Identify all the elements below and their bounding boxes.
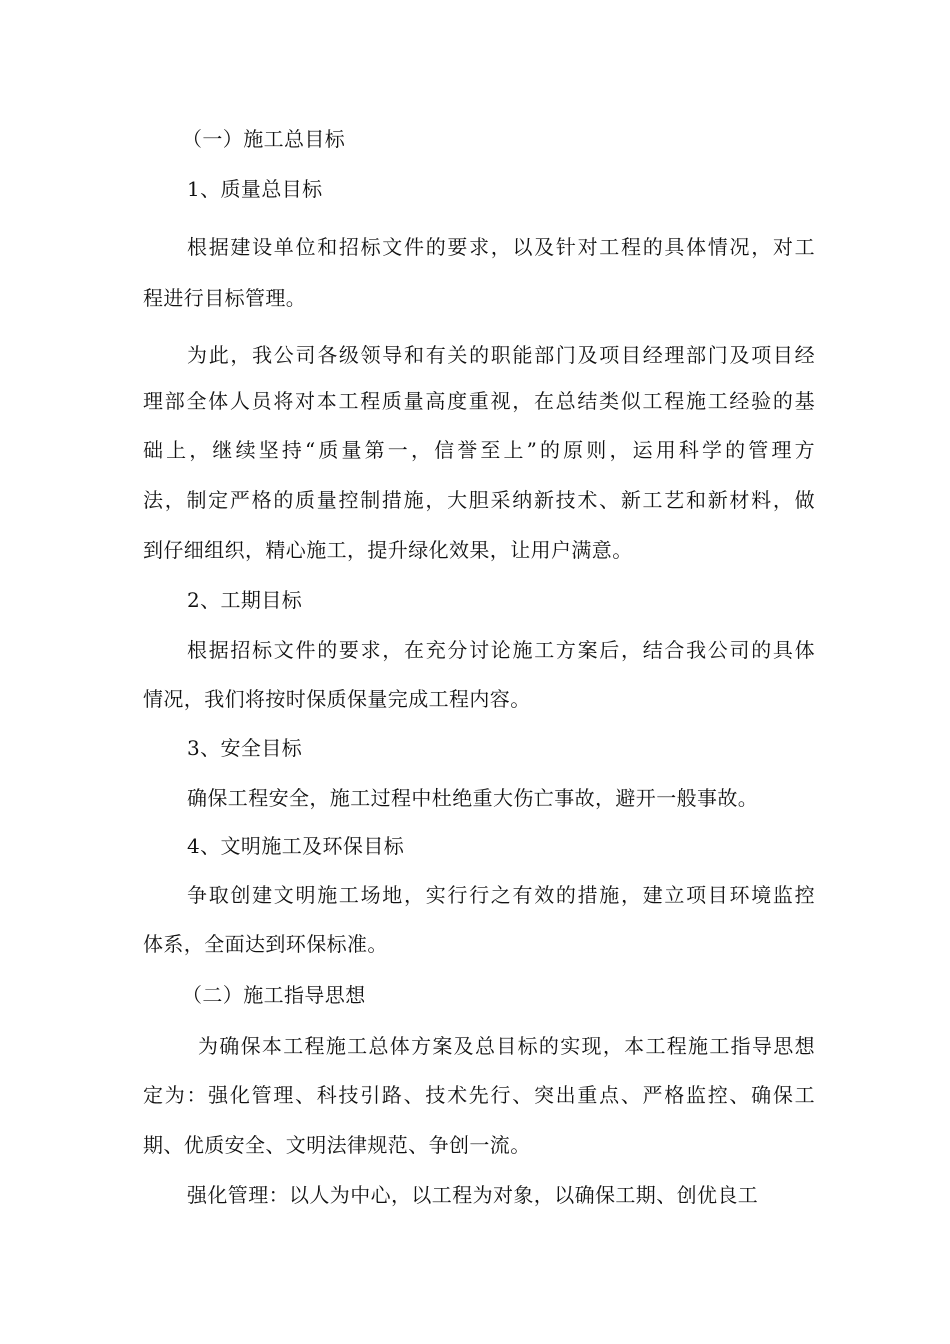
paragraph-line: 为此，我公司各级领导和有关的职能部门及项目经理部门及项目经	[187, 343, 815, 367]
paragraph-line: 定为：强化管理、科技引路、技术先行、突出重点、严格监控、确保工	[143, 1083, 815, 1107]
paragraph-line: 确保工程安全，施工过程中杜绝重大伤亡事故，避开一般事故。	[187, 786, 759, 810]
subsection-heading: 1、质量总目标	[187, 177, 323, 201]
paragraph-line: 争取创建文明施工场地，实行行之有效的措施，建立项目环境监控	[187, 883, 815, 907]
paragraph-line: 程进行目标管理。	[143, 286, 307, 310]
paragraph-line: 强化管理：以人为中心，以工程为对象，以确保工期、创优良工	[187, 1183, 759, 1207]
paragraph-line: 情况，我们将按时保质保量完成工程内容。	[143, 687, 531, 711]
paragraph-line: 理部全体人员将对本工程质量高度重视，在总结类似工程施工经验的基	[143, 389, 815, 413]
paragraph-line: 为确保本工程施工总体方案及总目标的实现，本工程施工指导思想	[198, 1034, 815, 1058]
section-heading: （二）施工指导思想	[182, 983, 366, 1007]
paragraph-line: 根据建设单位和招标文件的要求，以及针对工程的具体情况，对工	[187, 235, 815, 259]
paragraph-line: 体系，全面达到环保标准。	[143, 932, 388, 956]
subsection-heading: 3、安全目标	[187, 736, 303, 760]
paragraph-line: 法，制定严格的质量控制措施，大胆采纳新技术、新工艺和新材料，做	[143, 488, 815, 512]
paragraph-line: 根据招标文件的要求，在充分讨论施工方案后，结合我公司的具体	[187, 638, 815, 662]
section-heading: （一）施工总目标	[182, 127, 346, 151]
paragraph-line: 础上，继续坚持“质量第一，信誉至上”的原则，运用科学的管理方	[143, 438, 815, 462]
paragraph-line: 到仔细组织，精心施工，提升绿化效果，让用户满意。	[143, 538, 633, 562]
subsection-heading: 2、工期目标	[187, 588, 303, 612]
paragraph-line: 期、优质安全、文明法律规范、争创一流。	[143, 1133, 531, 1157]
subsection-heading: 4、文明施工及环保目标	[187, 834, 405, 858]
